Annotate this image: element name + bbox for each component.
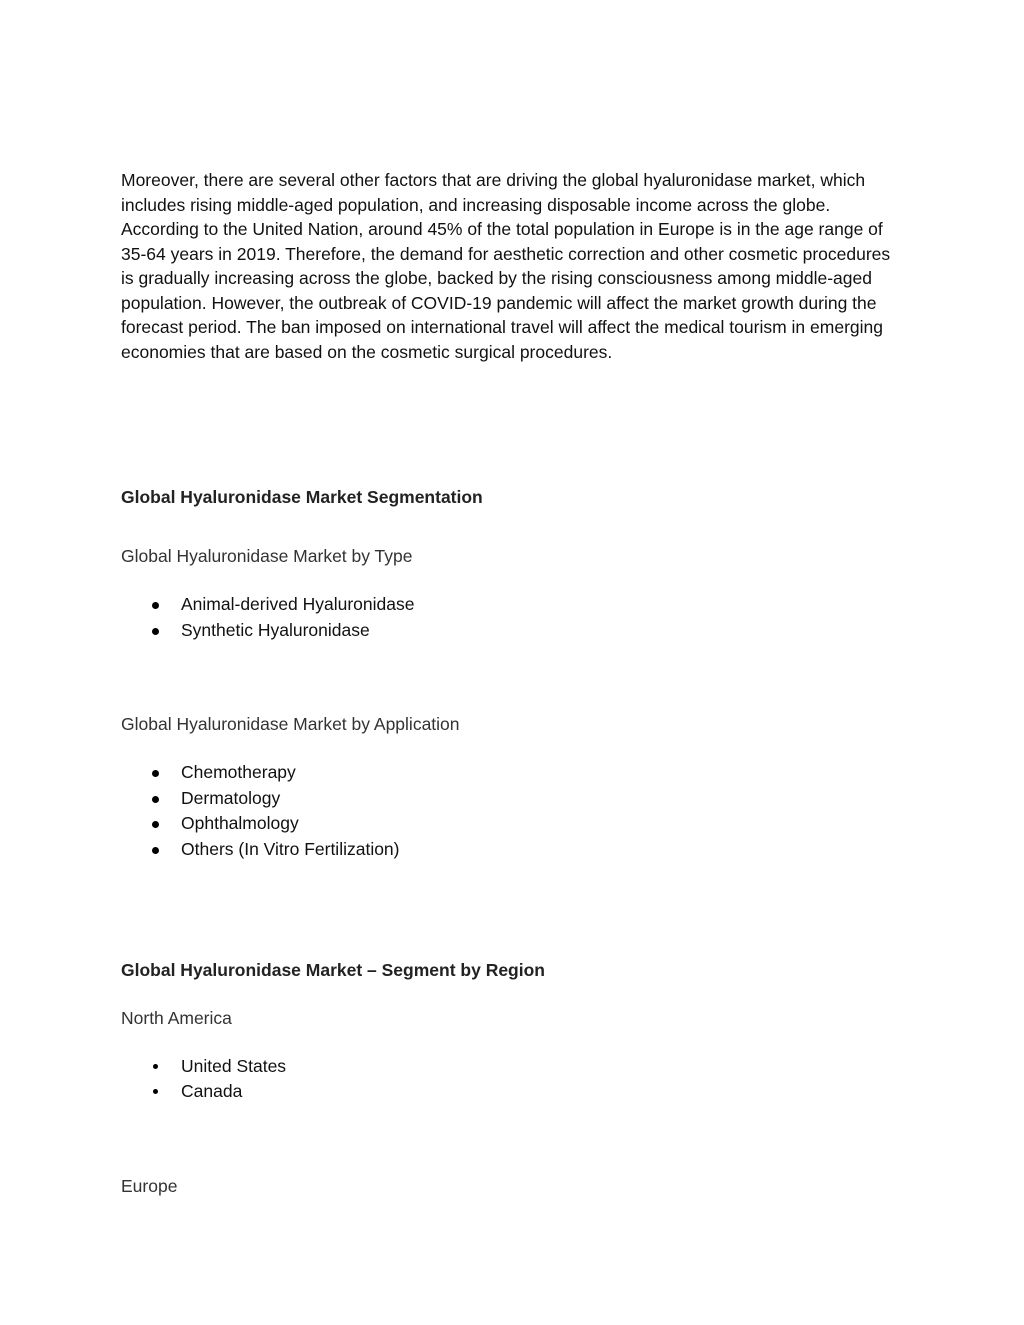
bullet-icon (152, 628, 159, 635)
list-item-label: Chemotherapy (181, 762, 296, 782)
list-item-label: Ophthalmology (181, 813, 299, 833)
intro-paragraph: Moreover, there are several other factors that are driving the global hyaluronidase market, which includes rising middle-aged population, and increasing disposable income across the globe. According to the United Nation, around 45% of the total population in Europe is in the age range of 35-64 years in 2019. Therefore, the demand for aesthetic correction and other cosmetic procedures is gradually increasing across the globe, backed by the rising consciousness among middle-aged population. However, the outbreak of COVID-19 pandemic will affect the market growth during the forecast period. The ban imposed on international travel will affect the medical tourism in emerging economies that are based on the cosmetic surgical procedures. (121, 170, 891, 362)
list-item-label: Canada (181, 1080, 243, 1101)
list-item (181, 592, 414, 618)
list-item (181, 786, 400, 812)
type-list (121, 592, 414, 643)
bullet-icon (152, 821, 159, 828)
list-item (181, 1054, 286, 1079)
list-item (181, 760, 400, 786)
application-list (121, 760, 400, 862)
region-heading: Global Hyaluronidase Market – Segment by Region (121, 960, 545, 980)
bullet-icon (153, 1089, 158, 1094)
bullet-icon (152, 602, 159, 609)
list-item-label: Dermatology (181, 787, 281, 808)
list-item (181, 811, 400, 837)
list-item (181, 837, 400, 863)
europe-subheading: Europe (121, 1176, 178, 1196)
bullet-icon (153, 1064, 158, 1069)
list-item-label: Synthetic Hyaluronidase (181, 619, 370, 640)
segmentation-heading: Global Hyaluronidase Market Segmentation (121, 487, 483, 507)
list-item-label: Others (In Vitro Fertilization) (181, 838, 400, 859)
list-item (181, 618, 414, 644)
bullet-icon (152, 847, 159, 854)
type-subheading: Global Hyaluronidase Market by Type (121, 546, 413, 566)
north-america-list (121, 1054, 286, 1103)
list-item-label: United States (181, 1056, 287, 1076)
north-america-subheading: North America (121, 1008, 232, 1028)
list-item (181, 1079, 286, 1104)
application-subheading: Global Hyaluronidase Market by Application (121, 714, 460, 734)
bullet-icon (152, 796, 159, 803)
list-item-label: Animal-derived Hyaluronidase (181, 594, 415, 614)
bullet-icon (152, 770, 159, 777)
